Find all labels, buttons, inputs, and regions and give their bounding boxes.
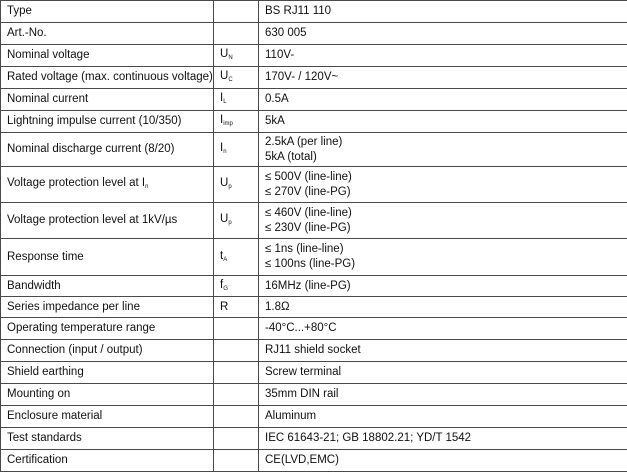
param-label: Lightning impulse current (10/350) [1,111,214,133]
table-row [1,406,627,428]
param-value: ≤ 500V (line-line) ≤ 270V (line-PG) [259,167,627,203]
param-value: ≤ 460V (line-line) ≤ 230V (line-PG) [259,203,627,239]
param-symbol: R [214,297,259,318]
param-value: 630 005 [259,23,627,45]
param-label: Response time [1,239,214,276]
param-label: Certification [1,450,214,472]
param-value: Aluminum [259,406,627,428]
param-value: 16MHz (line-PG) [259,276,627,297]
table-row [1,276,627,297]
param-symbol [214,318,259,340]
param-symbol [214,1,259,23]
table-row [1,428,627,450]
table-row [1,340,627,362]
param-symbol: UC [214,67,259,89]
table-row [1,67,627,89]
param-label: Rated voltage (max. continuous voltage) [1,67,214,89]
param-label: Nominal discharge current (8/20) [1,133,214,167]
param-value: ≤ 1ns (line-line) ≤ 100ns (line-PG) [259,239,627,276]
param-label: Enclosure material [1,406,214,428]
param-value: 170V- / 120V~ [259,67,627,89]
param-symbol: fG [214,276,259,297]
table-row [1,167,627,203]
param-label: Series impedance per line [1,297,214,318]
param-symbol [214,340,259,362]
param-symbol [214,23,259,45]
param-value: CE(LVD,EMC) [259,450,627,472]
table-row [1,362,627,384]
param-symbol: tA [214,239,259,276]
param-label: Mounting on [1,384,214,406]
param-value: 110V- [259,45,627,67]
param-symbol [214,406,259,428]
table-row [1,297,627,318]
table-row [1,1,627,23]
param-symbol: Up [214,167,259,203]
param-symbol [214,428,259,450]
param-value: IEC 61643-21; GB 18802.21; YD/T 1542 [259,428,627,450]
param-value: 5kA [259,111,627,133]
param-value: 1.8Ω [259,297,627,318]
table-row [1,133,627,167]
table-row [1,203,627,239]
param-label: Voltage protection level at In [1,167,214,203]
table-row [1,318,627,340]
param-label: Connection (input / output) [1,340,214,362]
param-value: -40°C...+80°C [259,318,627,340]
param-symbol [214,362,259,384]
param-label: Test standards [1,428,214,450]
table-row [1,45,627,67]
param-symbol: In [214,133,259,167]
param-symbol: UN [214,45,259,67]
param-label: Nominal voltage [1,45,214,67]
param-value: BS RJ11 110 [259,1,627,23]
param-value: RJ11 shield socket [259,340,627,362]
param-symbol: Iimp [214,111,259,133]
param-value: 2.5kA (per line) 5kA (total) [259,133,627,167]
param-label: Nominal current [1,89,214,111]
param-symbol: Up [214,203,259,239]
table-row [1,384,627,406]
table-row [1,89,627,111]
table-row [1,450,627,472]
table-row [1,23,627,45]
param-value: 0.5A [259,89,627,111]
table-row [1,111,627,133]
param-value: Screw terminal [259,362,627,384]
param-value: 35mm DIN rail [259,384,627,406]
param-label: Operating temperature range [1,318,214,340]
param-symbol: IL [214,89,259,111]
param-symbol [214,450,259,472]
param-label: Voltage protection level at 1kV/µs [1,203,214,239]
table-row [1,239,627,276]
param-label: Art.-No. [1,23,214,45]
param-label: Bandwidth [1,276,214,297]
param-symbol [214,384,259,406]
param-label: Type [1,1,214,23]
param-label: Shield earthing [1,362,214,384]
